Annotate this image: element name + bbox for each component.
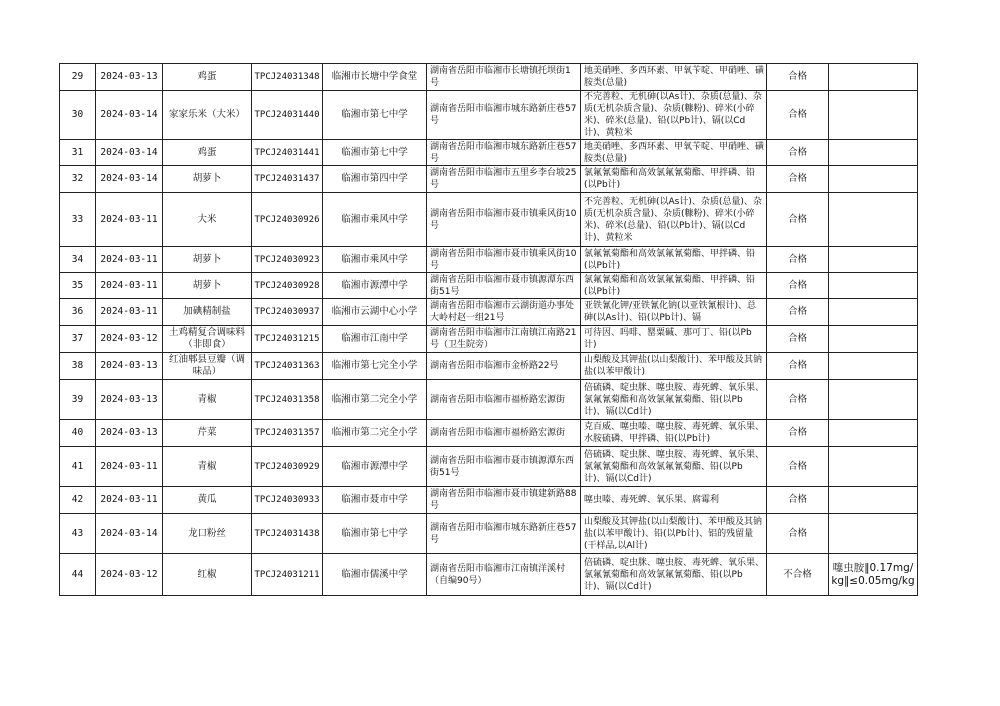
sampling-date: 2024-03-12 — [96, 554, 163, 596]
table-body — [60, 64, 918, 596]
test-result: 合格 — [767, 380, 829, 420]
sample-code: TPCJ24031438 — [252, 514, 323, 554]
sample-code: TPCJ24030933 — [252, 487, 323, 514]
sampling-date: 2024-03-11 — [96, 273, 163, 299]
row-number: 40 — [60, 420, 96, 447]
sample-name: 鸡蛋 — [163, 64, 252, 91]
test-result: 合格 — [767, 91, 829, 140]
unit-address: 湖南省岳阳市临湘市江南镇洋溪村（自编90号） — [427, 554, 581, 596]
test-items: 山梨酸及其钾盐(以山梨酸计)、苯甲酸及其钠盐(以苯甲酸计)、铅(以Pb计)、铝的残留量(干样品,以Al计) — [581, 514, 767, 554]
test-items: 噻虫嗪、毒死蜱、氧乐果、腐霉利 — [581, 487, 767, 514]
row-number: 38 — [60, 353, 96, 380]
sampled-unit: 临湘市聂市中学 — [323, 487, 427, 514]
sampled-unit: 临湘市源潭中学 — [323, 273, 427, 299]
sampled-unit: 临湘市第七中学 — [323, 91, 427, 140]
sampled-unit: 临湘市儒溪中学 — [323, 554, 427, 596]
sampled-unit: 临湘市乘风中学 — [323, 247, 427, 273]
sample-code: TPCJ24031211 — [252, 554, 323, 596]
test-result: 不合格 — [767, 554, 829, 596]
remark: 噻虫胺‖0.17mg/kg‖≤0.05mg/kg — [829, 554, 918, 596]
sample-name: 青椒 — [163, 447, 252, 487]
remark — [829, 380, 918, 420]
sampling-date: 2024-03-13 — [96, 64, 163, 91]
sample-code: TPCJ24030937 — [252, 299, 323, 326]
remark — [829, 140, 918, 166]
sample-code: TPCJ24031437 — [252, 166, 323, 193]
table-row — [60, 273, 918, 299]
remark — [829, 487, 918, 514]
sample-name: 鸡蛋 — [163, 140, 252, 166]
table-row — [60, 487, 918, 514]
table-row — [60, 91, 918, 140]
row-number: 43 — [60, 514, 96, 554]
unit-address: 湖南省岳阳市临湘市城东路新庄巷57号 — [427, 91, 581, 140]
test-result: 合格 — [767, 514, 829, 554]
test-items: 氯氟氰菊酯和高效氯氟氰菊酯、甲拌磷、铅(以Pb计) — [581, 166, 767, 193]
sampling-date: 2024-03-13 — [96, 353, 163, 380]
table-row — [60, 140, 918, 166]
remark — [829, 247, 918, 273]
remark — [829, 273, 918, 299]
unit-address: 湖南省岳阳市临湘市聂市镇乘风街10号 — [427, 247, 581, 273]
row-number: 34 — [60, 247, 96, 273]
test-result: 合格 — [767, 193, 829, 247]
table-row — [60, 420, 918, 447]
sampled-unit: 临湘市第七中学 — [323, 514, 427, 554]
sampling-date: 2024-03-14 — [96, 166, 163, 193]
sample-code: TPCJ24031215 — [252, 326, 323, 353]
sampling-date: 2024-03-14 — [96, 140, 163, 166]
sample-code: TPCJ24031357 — [252, 420, 323, 447]
unit-address: 湖南省岳阳市临湘市长塘镇托坝街1号 — [427, 64, 581, 91]
test-items: 氯氟氰菊酯和高效氯氟氰菊酯、甲拌磷、铅(以Pb计) — [581, 273, 767, 299]
sample-name: 土鸡精复合调味料（非即食） — [163, 326, 252, 353]
unit-address: 湖南省岳阳市临湘市城东路新庄巷57号 — [427, 514, 581, 554]
row-number: 29 — [60, 64, 96, 91]
test-items: 克百威、噻虫嗪、噻虫胺、毒死蜱、氧乐果、水胺硫磷、甲拌磷、铅(以Pb计) — [581, 420, 767, 447]
test-result: 合格 — [767, 273, 829, 299]
unit-address: 湖南省岳阳市临湘市福桥路宏源街 — [427, 420, 581, 447]
sample-name: 红椒 — [163, 554, 252, 596]
unit-address: 湖南省岳阳市临湘市福桥路宏源街 — [427, 380, 581, 420]
remark — [829, 166, 918, 193]
remark — [829, 299, 918, 326]
sampling-date: 2024-03-11 — [96, 193, 163, 247]
remark — [829, 514, 918, 554]
sample-name: 加碘精制盐 — [163, 299, 252, 326]
unit-address: 湖南省岳阳市临湘市金桥路22号 — [427, 353, 581, 380]
test-result: 合格 — [767, 326, 829, 353]
sample-name: 胡萝卜 — [163, 273, 252, 299]
test-items: 倍硫磷、啶虫脒、噻虫胺、毒死蜱、氧乐果、氯氟氰菊酯和高效氯氟氰菊酯、铅(以Pb计)、镉(以Cd计) — [581, 380, 767, 420]
test-items: 倍硫磷、啶虫脒、噻虫胺、毒死蜱、氧乐果、氯氟氰菊酯和高效氯氟氰菊酯、铅(以Pb计)、镉(以Cd计) — [581, 447, 767, 487]
table-row — [60, 326, 918, 353]
test-items: 倍硫磷、啶虫脒、噻虫胺、毒死蜱、氧乐果、氯氟氰菊酯和高效氯氟氰菊酯、铅(以Pb计)、镉(以Cd计) — [581, 554, 767, 596]
sampled-unit: 临湘市长塘中学食堂 — [323, 64, 427, 91]
remark — [829, 64, 918, 91]
test-items: 地美硝唑、多西环素、甲氧苄啶、甲硝唑、磺胺类(总量) — [581, 140, 767, 166]
inspection-results-table — [59, 63, 918, 596]
sampling-date: 2024-03-12 — [96, 326, 163, 353]
test-result: 合格 — [767, 299, 829, 326]
sample-code: TPCJ24031440 — [252, 91, 323, 140]
sampling-date: 2024-03-14 — [96, 514, 163, 554]
row-number: 41 — [60, 447, 96, 487]
test-items: 亚铁氰化钾/亚铁氰化钠(以亚铁氰根计)、总砷(以As计)、铅(以Pb计)、镉 — [581, 299, 767, 326]
table-row — [60, 166, 918, 193]
unit-address: 湖南省岳阳市临湘市聂市镇源潭东西街51号 — [427, 447, 581, 487]
sampled-unit: 临湘市源潭中学 — [323, 447, 427, 487]
sampled-unit: 临湘市第七完全小学 — [323, 353, 427, 380]
unit-address: 湖南省岳阳市临湘市城东路新庄巷57号 — [427, 140, 581, 166]
sample-name: 青椒 — [163, 380, 252, 420]
sampling-date: 2024-03-13 — [96, 420, 163, 447]
test-result: 合格 — [767, 420, 829, 447]
sample-code: TPCJ24030926 — [252, 193, 323, 247]
row-number: 33 — [60, 193, 96, 247]
test-items: 氯氟氰菊酯和高效氯氟氰菊酯、甲拌磷、铅(以Pb计) — [581, 247, 767, 273]
sample-name: 胡萝卜 — [163, 166, 252, 193]
row-number: 39 — [60, 380, 96, 420]
row-number: 31 — [60, 140, 96, 166]
sample-name: 龙口粉丝 — [163, 514, 252, 554]
sample-code: TPCJ24030928 — [252, 273, 323, 299]
remark — [829, 326, 918, 353]
test-result: 合格 — [767, 64, 829, 91]
sample-code: TPCJ24030923 — [252, 247, 323, 273]
table-row — [60, 447, 918, 487]
sample-name: 红油郫县豆瓣（调味品） — [163, 353, 252, 380]
test-items: 不完善粒、无机砷(以As计)、杂质(总量)、杂质(无机杂质含量)、杂质(糠粉)、碎米(小碎米)、碎米(总量)、铅(以Pb计)、镉(以Cd计)、黄粒米 — [581, 193, 767, 247]
sampled-unit: 临湘市第四中学 — [323, 166, 427, 193]
sample-code: TPCJ24031441 — [252, 140, 323, 166]
test-result: 合格 — [767, 247, 829, 273]
test-result: 合格 — [767, 447, 829, 487]
sampled-unit: 临湘市云湖中心小学 — [323, 299, 427, 326]
sampled-unit: 临湘市江南中学 — [323, 326, 427, 353]
test-result: 合格 — [767, 353, 829, 380]
table-row — [60, 554, 918, 596]
sampled-unit: 临湘市乘风中学 — [323, 193, 427, 247]
sample-name: 家家乐米（大米） — [163, 91, 252, 140]
table-row — [60, 193, 918, 247]
test-items: 地美硝唑、多西环素、甲氧苄啶、甲硝唑、磺胺类(总量) — [581, 64, 767, 91]
remark — [829, 91, 918, 140]
row-number: 37 — [60, 326, 96, 353]
row-number: 30 — [60, 91, 96, 140]
table-row — [60, 353, 918, 380]
remark — [829, 193, 918, 247]
sampling-date: 2024-03-11 — [96, 447, 163, 487]
remark — [829, 447, 918, 487]
sampling-date: 2024-03-13 — [96, 380, 163, 420]
remark — [829, 420, 918, 447]
sample-name: 黄瓜 — [163, 487, 252, 514]
sampling-date: 2024-03-11 — [96, 487, 163, 514]
test-items: 不完善粒、无机砷(以As计)、杂质(总量)、杂质(无机杂质含量)、杂质(糠粉)、碎米(小碎米)、碎米(总量)、铅(以Pb计)、镉(以Cd计)、黄粒米 — [581, 91, 767, 140]
sample-code: TPCJ24031348 — [252, 64, 323, 91]
sampled-unit: 临湘市第二完全小学 — [323, 380, 427, 420]
unit-address: 湖南省岳阳市临湘市五里乡李台坡25号 — [427, 166, 581, 193]
sample-name: 芹菜 — [163, 420, 252, 447]
unit-address: 湖南省岳阳市临湘市云湖街道办事处大岭村赵一组21号 — [427, 299, 581, 326]
table-row — [60, 514, 918, 554]
sampling-date: 2024-03-11 — [96, 299, 163, 326]
unit-address: 湖南省岳阳市临湘市聂市镇建新路88号 — [427, 487, 581, 514]
row-number: 35 — [60, 273, 96, 299]
row-number: 44 — [60, 554, 96, 596]
sample-name: 胡萝卜 — [163, 247, 252, 273]
sample-code: TPCJ24030929 — [252, 447, 323, 487]
sampled-unit: 临湘市第七中学 — [323, 140, 427, 166]
sample-code: TPCJ24031363 — [252, 353, 323, 380]
row-number: 32 — [60, 166, 96, 193]
remark — [829, 353, 918, 380]
test-items: 可待因、吗啡、罂粟碱、那可丁、铅(以Pb计) — [581, 326, 767, 353]
sampled-unit: 临湘市第二完全小学 — [323, 420, 427, 447]
table-row — [60, 64, 918, 91]
sample-name: 大米 — [163, 193, 252, 247]
sampling-date: 2024-03-14 — [96, 91, 163, 140]
sampling-date: 2024-03-11 — [96, 247, 163, 273]
test-result: 合格 — [767, 487, 829, 514]
sample-code: TPCJ24031358 — [252, 380, 323, 420]
row-number: 36 — [60, 299, 96, 326]
row-number: 42 — [60, 487, 96, 514]
unit-address: 湖南省岳阳市临湘市聂市镇源潭东西街51号 — [427, 273, 581, 299]
test-result: 合格 — [767, 166, 829, 193]
table-row — [60, 299, 918, 326]
unit-address: 湖南省岳阳市临湘市江南镇江南路21号（卫生院旁） — [427, 326, 581, 353]
table-row — [60, 380, 918, 420]
test-items: 山梨酸及其钾盐(以山梨酸计)、苯甲酸及其钠盐(以苯甲酸计) — [581, 353, 767, 380]
test-result: 合格 — [767, 140, 829, 166]
unit-address: 湖南省岳阳市临湘市聂市镇乘风街10号 — [427, 193, 581, 247]
table-row — [60, 247, 918, 273]
